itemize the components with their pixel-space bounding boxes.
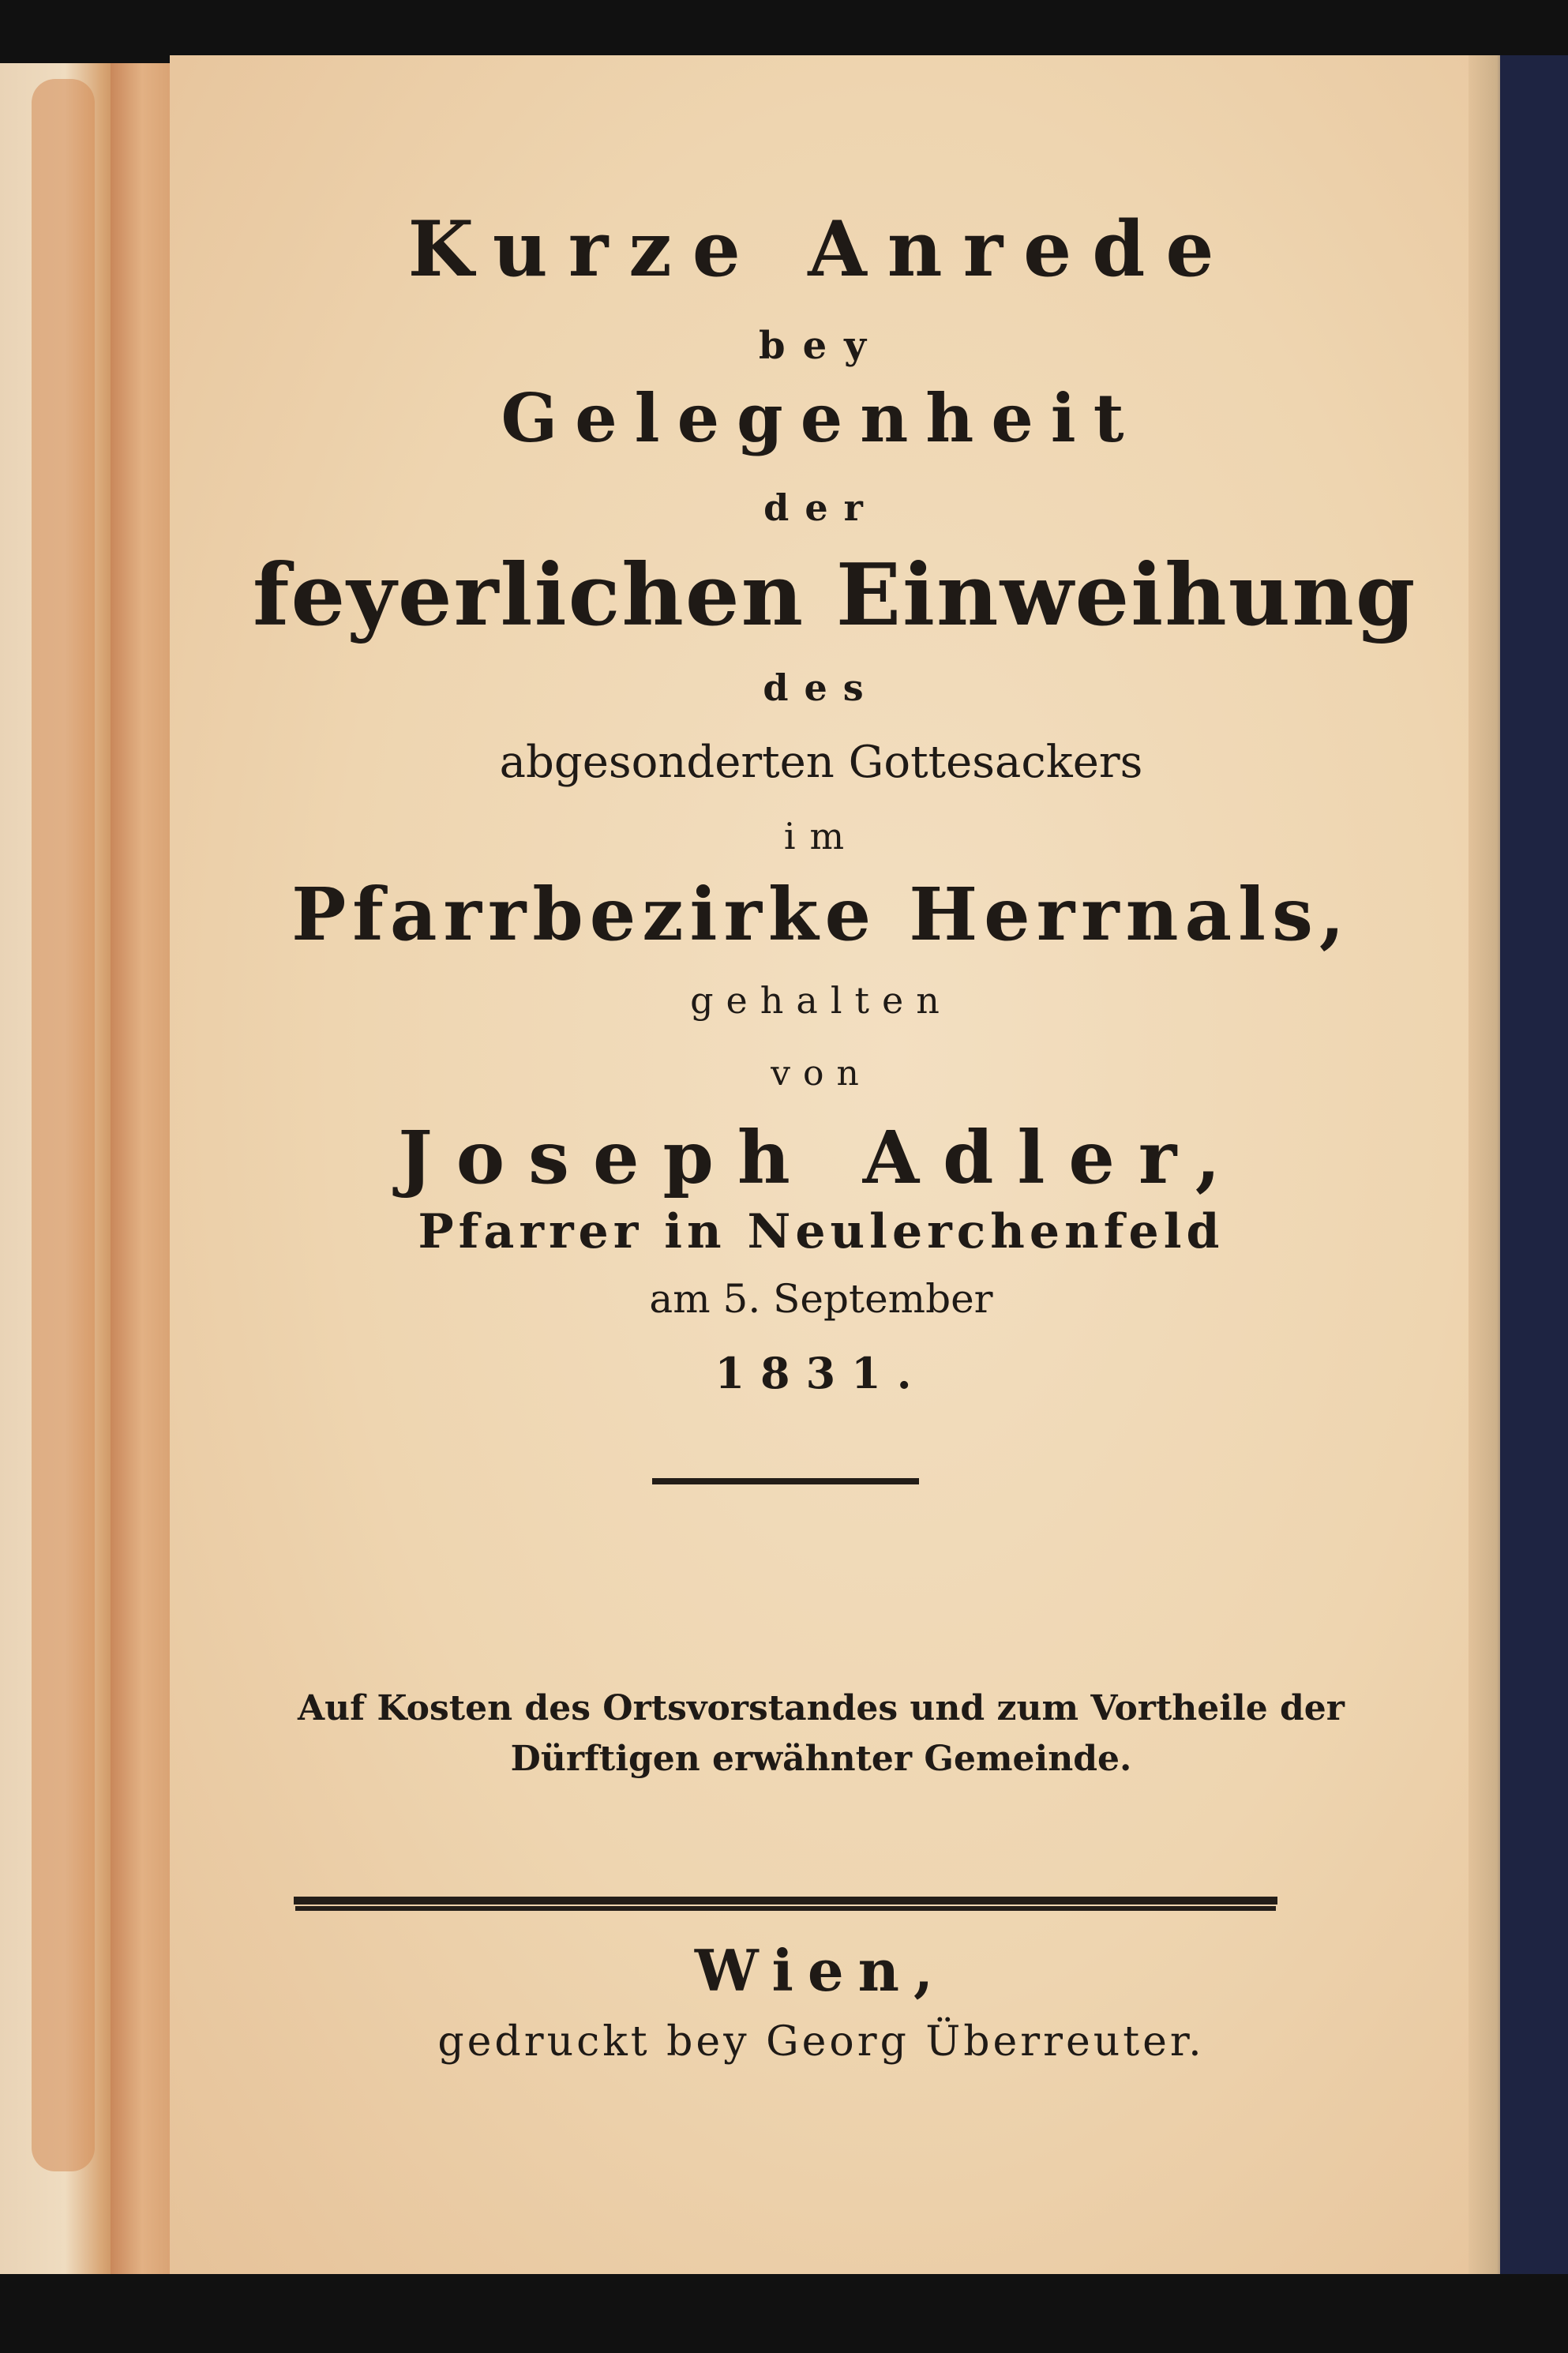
author-name: Joseph Adler, [398,1115,1244,1200]
title-line-1: Kurze Anrede [407,205,1235,294]
title-line-2: bey [759,324,883,368]
title-line-4: der [763,486,879,529]
divider-short [652,1478,919,1484]
title-line-8: im [783,815,859,858]
title-line-3: Gelegenheit [501,379,1142,457]
title-line-6: des [763,666,880,709]
title-line-7: abgesonderten Gottesackers [499,737,1143,788]
printer-line: gedruckt bey Georg Überreuter. [437,2018,1205,2066]
title-line-11: von [771,1053,872,1094]
author-title: Pfarrer in Neulerchenfeld [418,1204,1225,1259]
note-line-1: Auf Kosten des Ortsvorstandes und zum Vortheile der [298,1688,1345,1728]
divider-long [294,1897,1277,1905]
date-line: am 5. September [649,1276,993,1322]
title-line-9: Pfarrbezirke Herrnals, [291,872,1351,957]
title-line-5: feyerlichen Einweihung [253,546,1417,645]
cover-edge [1500,55,1568,2274]
place-line: Wien, [694,1937,948,2004]
title-line-10: gehalten [690,979,952,1022]
note-line-2: Dürftigen erwähnter Gemeinde. [510,1739,1132,1779]
left-page-stain [32,79,95,2171]
year-line: 1831. [715,1348,928,1398]
